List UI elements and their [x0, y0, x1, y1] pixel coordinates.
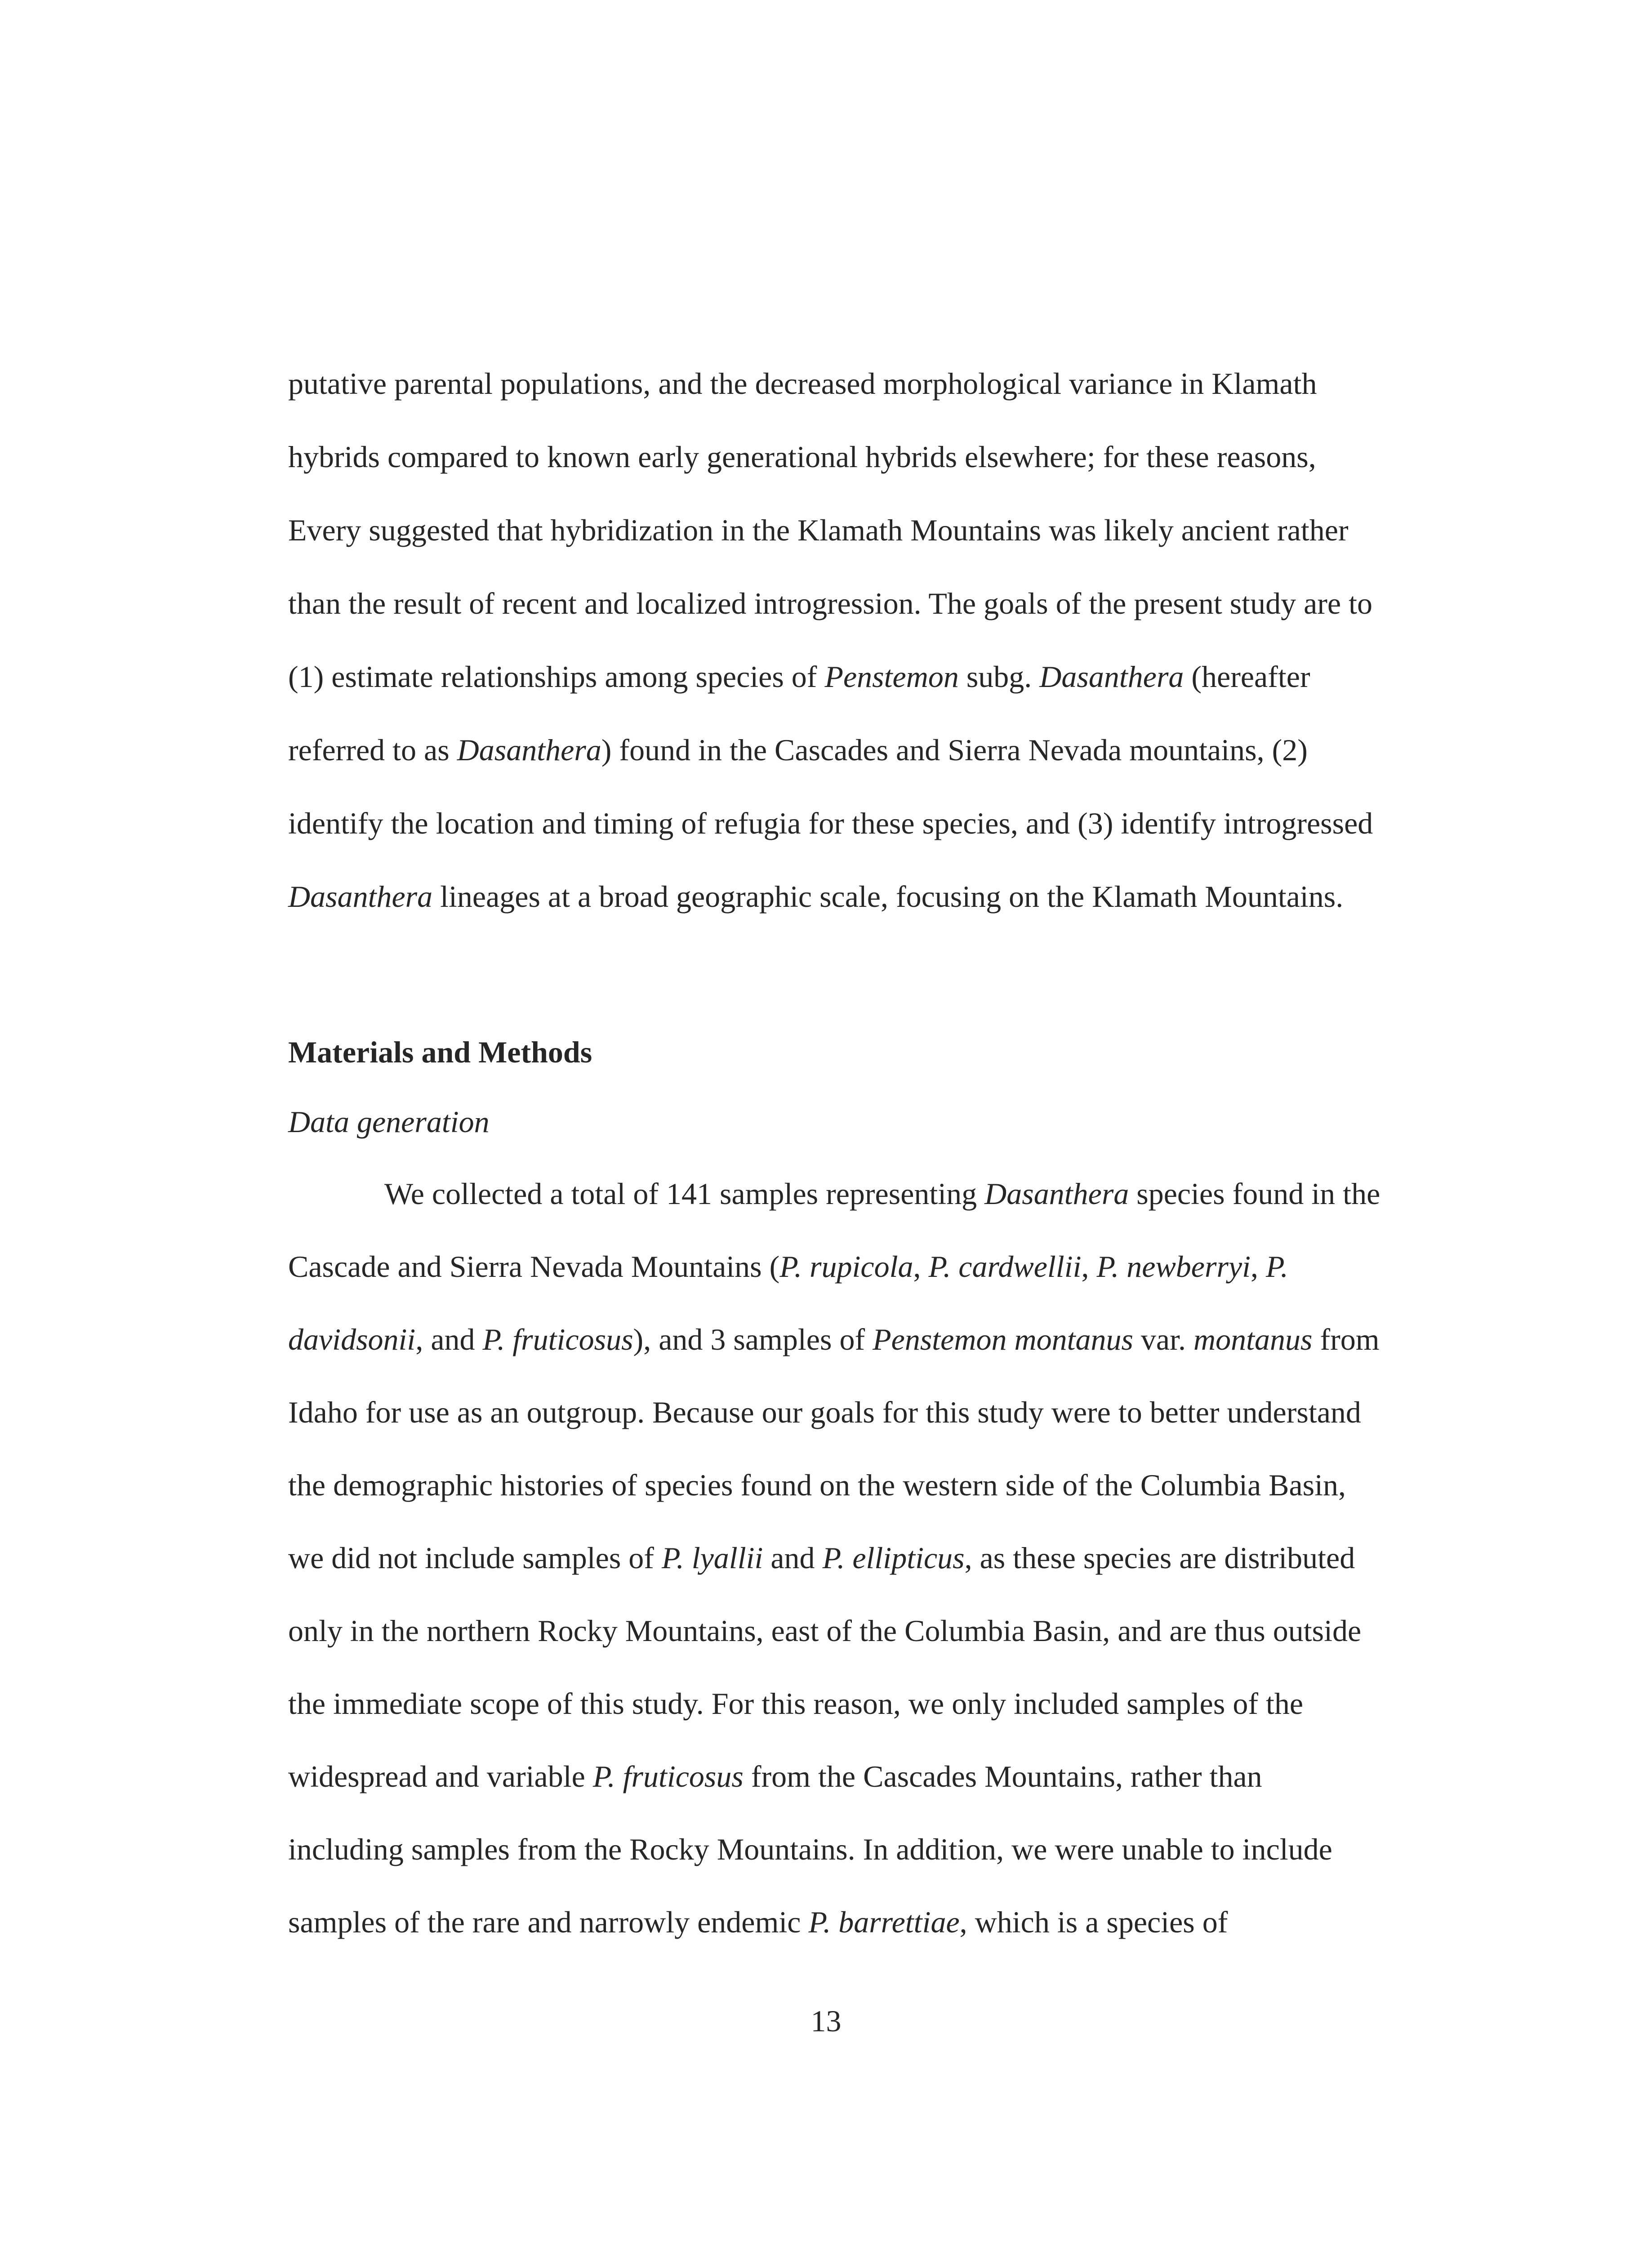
text-run: from the Cascades Mountains, rather than: [743, 1759, 1262, 1793]
italic-text: montanus: [1193, 1322, 1313, 1356]
text-run: lineages at a broad geographic scale, focusing on the Klamath Mountains.: [432, 879, 1344, 914]
text-line: [288, 1758, 1262, 1794]
italic-text: Penstemon: [824, 660, 959, 694]
text-run: ), and 3 samples of: [633, 1322, 873, 1356]
text-run: the immediate scope of this study. For this reason, we only included samples of the: [288, 1686, 1304, 1721]
italic-text: Dasanthera: [457, 733, 601, 767]
text-run: including samples from the Rocky Mountains. In addition, we were unable to include: [288, 1832, 1332, 1866]
text-line: [288, 1467, 1346, 1503]
text-line: [288, 585, 1372, 621]
italic-text: Dasanthera: [288, 879, 433, 914]
text-run: only in the northern Rocky Mountains, east of the Columbia Basin, and are thus outside: [288, 1614, 1362, 1648]
text-line: [288, 1540, 1355, 1576]
italic-text: Penstemon montanus: [873, 1322, 1133, 1356]
text-line: [288, 1321, 1380, 1357]
text-run: ,: [913, 1249, 929, 1284]
italic-text: P. fruticosus: [482, 1322, 633, 1356]
text-line: [288, 1904, 1228, 1940]
text-line: [288, 439, 1316, 475]
italic-text: P. newberryi: [1096, 1249, 1251, 1284]
text-run: (hereafter: [1184, 660, 1310, 694]
text-line: [288, 732, 1308, 768]
text-line: [288, 879, 1343, 914]
text-line: [288, 1613, 1361, 1649]
italic-text: P. ellipticus: [822, 1541, 965, 1575]
text-run: Every suggested that hybridization in the Klamath Mountains was likely ancient rather: [288, 513, 1349, 547]
text-run: referred to as: [288, 733, 457, 767]
text-run: , and: [415, 1322, 483, 1356]
page-number: 13: [810, 2004, 842, 2038]
text-run: ,: [1081, 1249, 1097, 1284]
text-run: , which is a species of: [959, 1905, 1228, 1939]
italic-text: P.: [1265, 1249, 1288, 1284]
text-run: from: [1312, 1322, 1380, 1356]
text-run: ,: [1250, 1249, 1266, 1284]
text-run: identify the location and timing of refugia for these species, and (3) identify introgressed: [288, 806, 1373, 840]
text-run: species found in the: [1129, 1177, 1380, 1211]
subsection-heading: Data generation: [288, 1105, 490, 1139]
text-run: Cascade and Sierra Nevada Mountains (: [288, 1249, 780, 1284]
text-run: ) found in the Cascades and Sierra Nevada mountains, (2): [601, 733, 1308, 767]
italic-text: P. barrettiae: [808, 1905, 960, 1939]
section-heading: Materials and Methods: [288, 1035, 592, 1069]
italic-text: P. rupicola: [779, 1249, 913, 1284]
text-run: (1) estimate relationships among species of: [288, 660, 825, 694]
text-run: we did not include samples of: [288, 1541, 662, 1575]
italic-text: davidsonii: [288, 1322, 416, 1356]
text-line: [384, 1176, 1380, 1212]
text-line: [288, 805, 1373, 841]
text-line: [288, 1249, 1288, 1285]
text-run: than the result of recent and localized introgression. The goals of the present study are to: [288, 586, 1372, 620]
text-run: , as these species are distributed: [964, 1541, 1355, 1575]
text-run: Idaho for use as an outgroup. Because our goals for this study were to better understand: [288, 1395, 1361, 1429]
text-run: subg.: [958, 660, 1040, 694]
italic-text: Dasanthera: [1039, 660, 1184, 694]
text-run: We collected a total of 141 samples representing: [384, 1177, 985, 1211]
text-run: the demographic histories of species found on the western side of the Columbia Basin,: [288, 1468, 1346, 1502]
text-line: [288, 659, 1310, 695]
text-line: [288, 512, 1349, 548]
text-run: hybrids compared to known early generational hybrids elsewhere; for these reasons,: [288, 440, 1316, 474]
text-line: [288, 1831, 1332, 1867]
italic-text: P. lyallii: [661, 1541, 763, 1575]
text-line: [288, 1686, 1303, 1722]
text-run: var.: [1133, 1322, 1193, 1356]
text-run: putative parental populations, and the decreased morphological variance in Klamath: [288, 366, 1317, 401]
text-line: [288, 366, 1317, 401]
italic-text: P. cardwellii: [928, 1249, 1082, 1284]
text-line: [288, 1394, 1361, 1430]
text-run: and: [763, 1541, 823, 1575]
italic-text: P. fruticosus: [592, 1759, 744, 1793]
text-run: samples of the rare and narrowly endemic: [288, 1905, 809, 1939]
italic-text: Dasanthera: [984, 1177, 1129, 1211]
text-run: widespread and variable: [288, 1759, 593, 1793]
